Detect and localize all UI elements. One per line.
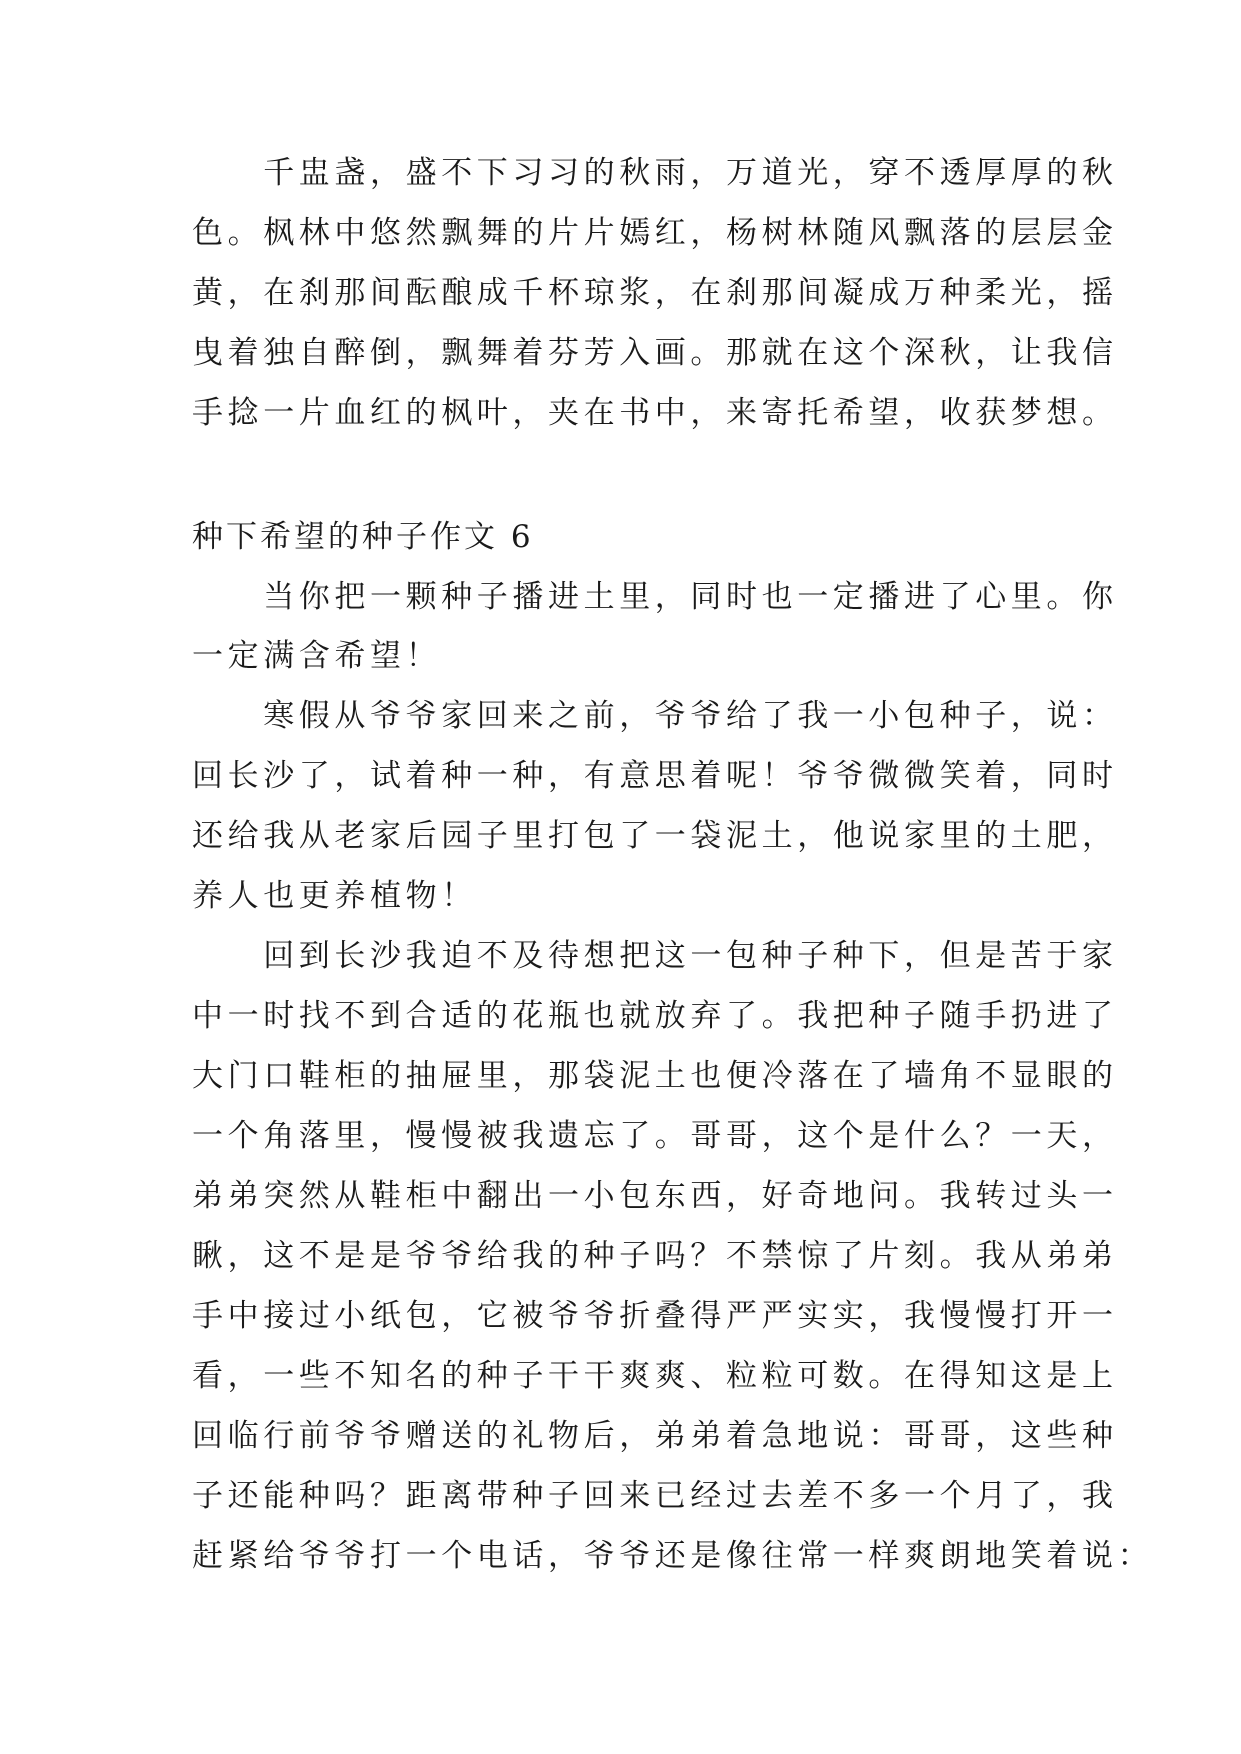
text-line: 子还能种吗？距离带种子回来已经过去差不多一个月了，我 [192, 1478, 1118, 1514]
text-line: 一个角落里，慢慢被我遗忘了。哥哥，这个是什么？一天， [192, 1118, 1118, 1154]
section-heading: 种下希望的种子作文 6 [192, 519, 534, 555]
text-line: 中一时找不到合适的花瓶也就放弃了。我把种子随手扔进了 [192, 998, 1118, 1034]
text-line: 手捻一片血红的枫叶，夹在书中，来寄托希望，收获梦想。 [192, 395, 1118, 431]
text-line: 养人也更养植物！ [192, 878, 477, 914]
text-line: 弟弟突然从鞋柜中翻出一小包东西，好奇地问。我转过头一 [192, 1178, 1118, 1214]
text-line: 手中接过小纸包，它被爷爷折叠得严严实实，我慢慢打开一 [192, 1298, 1118, 1334]
text-line: 寒假从爷爷家回来之前，爷爷给了我一小包种子，说： [192, 698, 1118, 734]
text-line: 还给我从老家后园子里打包了一袋泥土，他说家里的土肥， [192, 818, 1118, 854]
text-line: 曳着独自醉倒，飘舞着芬芳入画。那就在这个深秋，让我信 [192, 335, 1118, 371]
text-line: 瞅，这不是是爷爷给我的种子吗？不禁惊了片刻。我从弟弟 [192, 1238, 1118, 1274]
text-line: 一定满含希望！ [192, 638, 442, 674]
text-line: 看，一些不知名的种子干干爽爽、粒粒可数。在得知这是上 [192, 1358, 1118, 1394]
text-line: 色。枫林中悠然飘舞的片片嫣红，杨树林随风飘落的层层金 [192, 215, 1118, 251]
text-line: 回到长沙我迫不及待想把这一包种子种下，但是苦于家 [192, 938, 1118, 974]
text-line: 大门口鞋柜的抽屉里，那袋泥土也便冷落在了墙角不显眼的 [192, 1058, 1118, 1094]
text-line: 赶紧给爷爷打一个电话，爷爷还是像往常一样爽朗地笑着说： [192, 1538, 1154, 1574]
text-line: 黄，在刹那间酝酿成千杯琼浆，在刹那间凝成万种柔光，摇 [192, 275, 1118, 311]
text-line: 回临行前爷爷赠送的礼物后，弟弟着急地说：哥哥，这些种 [192, 1418, 1118, 1454]
text-line: 回长沙了，试着种一种，有意思着呢！爷爷微微笑着，同时 [192, 758, 1118, 794]
text-line: 当你把一颗种子播进土里，同时也一定播进了心里。你 [192, 579, 1118, 615]
text-line: 千盅盏，盛不下习习的秋雨，万道光，穿不透厚厚的秋 [192, 155, 1118, 191]
